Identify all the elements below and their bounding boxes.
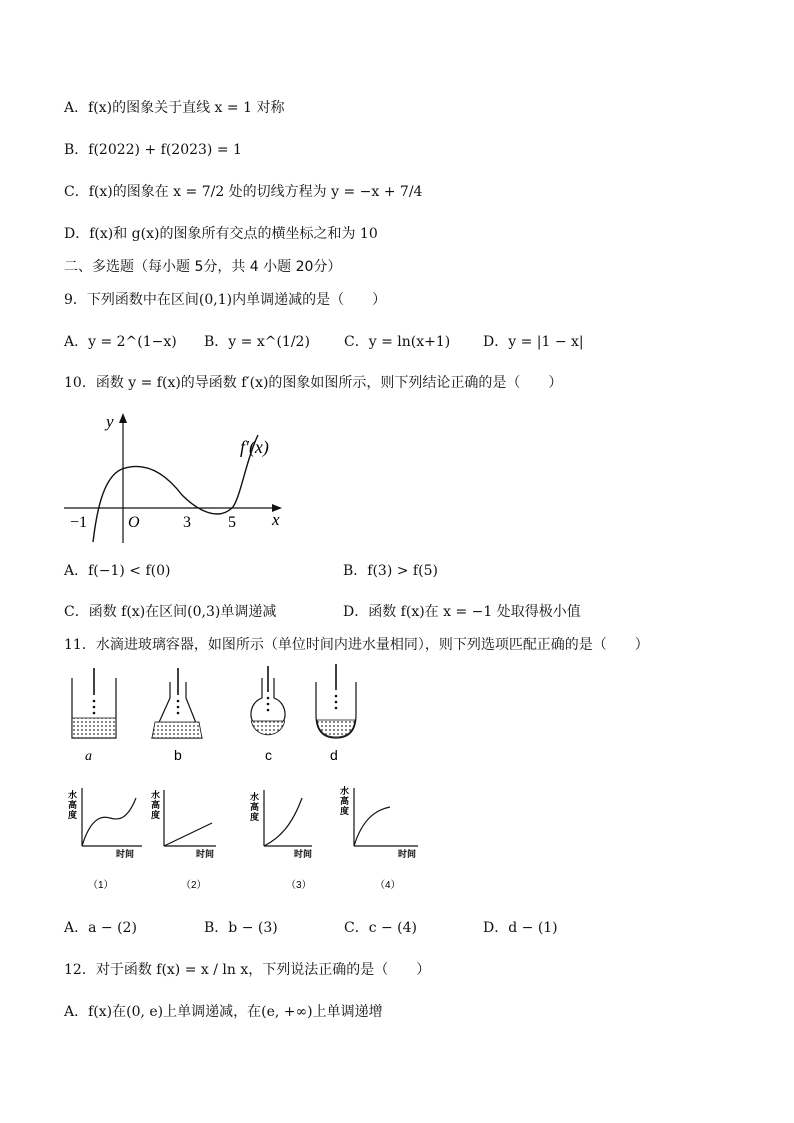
tick-minus-1: −1	[70, 514, 88, 531]
q10-option-b: B．f(3) > f(5)	[343, 563, 438, 579]
svg-text:度: 度	[151, 810, 161, 820]
q8-option-a: A．f(x)的图象关于直线 x = 1 对称	[64, 100, 285, 116]
derivative-graph	[60, 405, 290, 550]
graph-label-2: （2）	[181, 880, 207, 891]
svg-text:时间: 时间	[196, 849, 215, 859]
q8-option-c: C．f(x)的图象在 x = 7/2 处的切线方程为 y = −x + 7/4	[64, 184, 423, 200]
svg-text:度: 度	[250, 812, 260, 822]
q11-option-a: A．a − (2)	[64, 920, 137, 936]
section-heading: 二、多选题（每小题 5分，共 4 小题 20分）	[64, 259, 342, 275]
q10-option-d: D．函数 f(x)在 x = −1 处取得极小值	[343, 604, 581, 620]
q11-option-c: C．c − (4)	[344, 920, 418, 936]
x-axis-label: x	[272, 510, 280, 529]
container-label-d: d	[330, 747, 338, 763]
q8-option-b: B．f(2022) + f(2023) = 1	[64, 142, 242, 158]
svg-text:水: 水	[250, 792, 260, 802]
graph-label-3: （3）	[286, 880, 312, 891]
q9-option-b: B．y = x^(1/2)	[204, 334, 310, 350]
svg-text:高: 高	[68, 800, 78, 810]
svg-text:时间: 时间	[398, 849, 417, 859]
q10-option-c: C．函数 f(x)在区间(0,3)单调递减	[64, 604, 277, 620]
tick-3: 3	[183, 514, 191, 531]
y-axis-label: y	[106, 412, 114, 431]
height-graph-4	[340, 785, 418, 859]
q10-option-a: A．f(−1) < f(0)	[64, 563, 171, 579]
container-label-c: c	[265, 747, 272, 763]
q9-option-c: C．y = ln(x+1)	[344, 334, 451, 350]
graph-label-4: （4）	[375, 880, 401, 891]
container-figure	[60, 660, 440, 895]
origin-label: O	[128, 514, 140, 531]
q11-stem: 11．水滴进玻璃容器，如图所示（单位时间内进水量相同），则下列选项匹配正确的是（ ）	[64, 637, 649, 653]
svg-text:时间: 时间	[116, 849, 135, 859]
q12-option-a: A．f(x)在(0, e)上单调递减，在(e, +∞)上单调递增	[64, 1004, 383, 1020]
container-d	[316, 664, 356, 738]
svg-text:度: 度	[340, 806, 350, 816]
container-label-a: a	[85, 749, 92, 764]
container-label-b: b	[174, 747, 182, 763]
svg-text:时间: 时间	[294, 849, 313, 859]
svg-text:水: 水	[151, 790, 161, 800]
q9-option-a: A．y = 2^(1−x)	[64, 334, 177, 350]
container-c	[251, 666, 285, 735]
y-axis-arrow	[119, 413, 127, 423]
container-a	[72, 668, 116, 738]
q9-stem: 9．下列函数中在区间(0,1)内单调递减的是（ ）	[64, 292, 387, 308]
q12-stem: 12．对于函数 f(x) = x / ln x，下列说法正确的是（ ）	[64, 962, 431, 978]
q11-option-b: B．b − (3)	[204, 920, 278, 936]
graph-label-1: （1）	[88, 880, 114, 891]
q8-option-d: D．f(x)和 g(x)的图象所有交点的横坐标之和为 10	[64, 226, 378, 242]
svg-text:高: 高	[151, 800, 161, 810]
container-b	[152, 668, 202, 738]
svg-text:水: 水	[68, 790, 78, 800]
height-graph-2	[151, 789, 216, 859]
svg-text:高: 高	[250, 802, 260, 812]
svg-text:水: 水	[340, 786, 350, 796]
svg-text:高: 高	[340, 796, 350, 806]
svg-text:度: 度	[68, 810, 78, 820]
tick-5: 5	[228, 514, 236, 531]
q11-option-d: D．d − (1)	[483, 920, 558, 936]
q9-option-d: D．y = |1 − x|	[483, 334, 584, 350]
curve-label: f′(x)	[240, 437, 269, 457]
q10-stem: 10．函数 y = f(x)的导函数 f′(x)的图象如图所示，则下列结论正确的是（ ）	[64, 375, 563, 391]
height-graph-1	[68, 788, 142, 859]
height-graph-3	[250, 790, 312, 859]
